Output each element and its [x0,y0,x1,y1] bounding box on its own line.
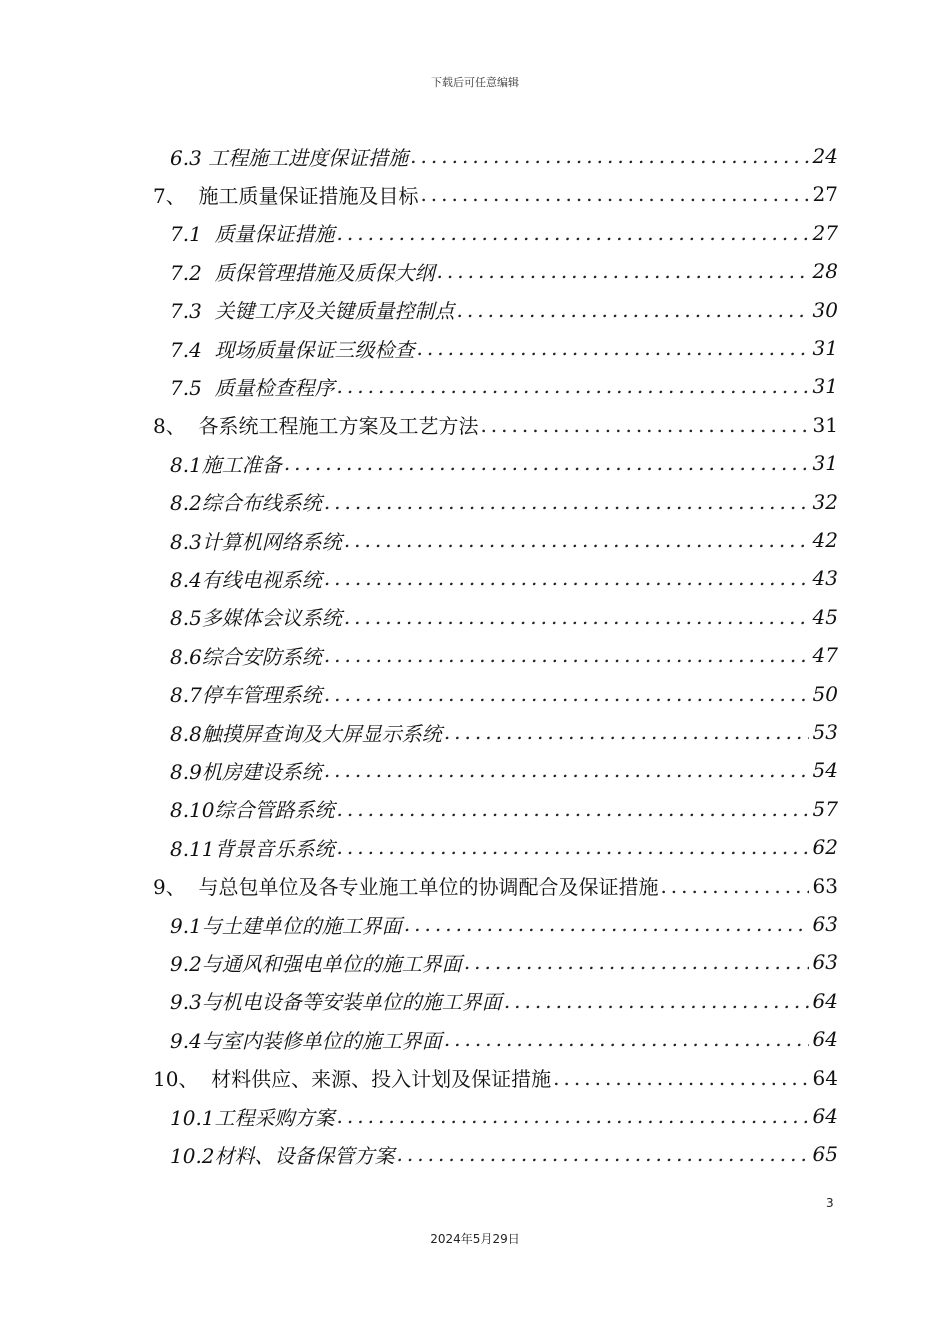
toc-dot-leader [417,336,809,360]
toc-entry [170,905,838,943]
toc-entry-page: 28 [812,259,838,284]
page-header-note: 下载后可任意编辑 [431,76,519,89]
toc-entry [170,329,838,367]
toc-entry-label: 7.1 质量保证措施 [170,222,335,247]
toc-dot-leader [324,643,809,667]
toc-entry [170,751,838,789]
toc-entry-label: 8.9机房建设系统 [170,759,322,784]
toc-dot-leader [344,528,809,552]
toc-dot-leader [324,758,809,782]
toc-entry [170,483,838,521]
toc-dot-leader [397,1142,809,1166]
toc-entry [170,636,838,674]
toc-entry-page: 32 [812,489,838,514]
toc-entry-label: 8.10综合管路系统 [170,798,335,823]
toc-dot-leader [324,566,809,590]
toc-entry-page: 54 [812,758,838,783]
toc-entry [170,367,838,405]
toc-entry [170,291,838,329]
toc-entry [170,559,838,597]
toc-dot-leader [480,413,808,437]
toc-dot-leader [553,1066,808,1090]
toc-entry-page: 31 [812,336,838,360]
toc-entry-label: 7.5 质量检查程序 [170,375,335,400]
toc-dot-leader [337,835,809,859]
toc-dot-leader [324,490,809,514]
toc-dot-leader [437,259,809,283]
footer-date: 2024年5月29日 [430,1232,520,1246]
toc-dot-leader [504,989,809,1013]
toc-entry-label: 10、 材料供应、来源、投入计划及保证措施 [153,1067,552,1092]
toc-entry [170,444,838,482]
toc-entry-label: 7.2 质保管理措施及质保大纲 [170,260,435,285]
toc-entry-page: 31 [812,374,838,399]
toc-entry-label: 8.1施工准备 [170,452,282,477]
toc-entry [170,790,838,828]
toc-entry-label: 8、 各系统工程施工方案及工艺方法 [153,414,479,439]
toc-entry-page: 64 [812,1065,838,1090]
toc-entry [170,1135,838,1173]
toc-dot-leader [410,144,808,168]
toc-entry-page: 65 [812,1142,838,1167]
toc-entry-page: 64 [812,1027,838,1052]
toc-entry-label: 8.4有线电视系统 [170,567,322,592]
toc-entry-page: 47 [812,643,838,668]
toc-entry-label: 8.8触摸屏查询及大屏显示系统 [170,721,442,746]
toc-entry [170,828,838,866]
toc-entry-page: 43 [812,566,838,591]
toc-dot-leader [404,912,809,936]
toc-entry-page: 27 [812,220,838,245]
toc-entry [170,675,838,713]
toc-entry-page: 57 [812,796,838,821]
toc-entry-page: 42 [812,528,838,552]
toc-entry-page: 30 [812,297,838,322]
toc-entry [153,175,838,213]
toc-entry [153,406,838,444]
toc-entry-page: 62 [812,835,838,860]
toc-entry-page: 63 [812,912,838,936]
toc-entry [170,982,838,1020]
toc-entry-page: 53 [812,720,838,744]
toc-entry [170,713,838,751]
toc-entry [170,598,838,636]
toc-dot-leader [337,797,809,821]
toc-entry-label: 8.6综合安防系统 [170,644,322,669]
toc-entry-label: 9、 与总包单位及各专业施工单位的协调配合及保证措施 [153,875,659,900]
toc-entry-page: 50 [812,681,838,706]
toc-entry-page: 27 [812,182,838,207]
toc-entry-label: 10.2材料、设备保管方案 [170,1143,395,1168]
toc-entry-page: 24 [812,144,838,168]
toc-entry-label: 8.11背景音乐系统 [170,836,335,861]
toc-entry [170,137,838,175]
toc-entry-label: 7.3 关键工序及关键质量控制点 [170,299,455,324]
toc-entry-label: 10.1工程采购方案 [170,1105,335,1130]
toc-entry-page: 63 [812,873,838,898]
toc-entry-label: 8.2综合布线系统 [170,491,322,516]
toc-entry [153,1059,838,1097]
toc-entry-page: 31 [812,451,838,476]
toc-entry [170,521,838,559]
page-number: 3 [826,1196,834,1210]
toc-entry-label: 9.4与室内装修单位的施工界面 [170,1028,442,1053]
toc-dot-leader [337,221,809,245]
toc-dot-leader [457,298,809,322]
toc-dot-leader [337,1104,809,1128]
toc-entry [170,943,838,981]
toc-entry-label: 8.7停车管理系统 [170,683,322,708]
toc-entry-label: 9.3与机电设备等安装单位的施工界面 [170,990,502,1015]
toc-entry [170,1097,838,1135]
toc-dot-leader [337,374,809,398]
toc-dot-leader [324,682,809,706]
toc-entry [153,867,838,905]
toc-entry [170,1020,838,1058]
toc-entry-label: 7.4 现场质量保证三级检查 [170,337,415,362]
toc-entry [170,214,838,252]
toc-entry-label: 8.3计算机网络系统 [170,529,342,554]
toc-dot-leader [660,874,808,898]
toc-dot-leader [420,182,808,206]
toc-entry-label: 8.5多媒体会议系统 [170,606,342,631]
toc-entry-page: 31 [812,412,838,437]
toc-entry-page: 64 [812,1104,838,1128]
toc-dot-leader [284,451,809,475]
toc-entry-label: 9.2与通风和强电单位的施工界面 [170,951,462,976]
toc-dot-leader [444,720,809,744]
toc-entry-page: 63 [812,950,838,975]
toc-dot-leader [464,950,809,974]
toc-entry-label: 7、 施工质量保证措施及目标 [153,183,419,208]
toc-dot-leader [444,1027,809,1051]
toc-entry-label: 9.1与土建单位的施工界面 [170,913,402,938]
toc-entry-label: 6.3 工程施工进度保证措施 [170,145,409,170]
toc-dot-leader [344,605,809,629]
toc-entry [170,252,838,290]
toc-entry-page: 45 [812,604,838,629]
toc-entry-page: 64 [812,988,838,1013]
